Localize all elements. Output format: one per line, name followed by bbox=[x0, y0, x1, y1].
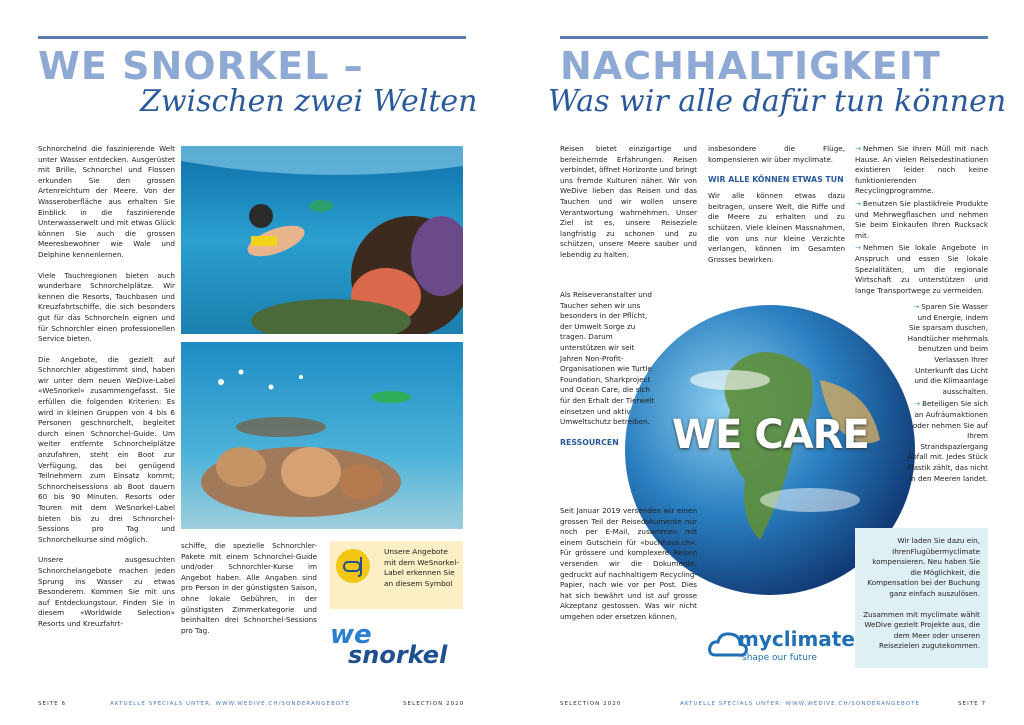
arrow-icon: → bbox=[855, 144, 862, 153]
wesnorkel-logo bbox=[330, 622, 470, 674]
label-box-text: Unsere Angebote mit dem WeSnorkel-Label erkennen Sie an diesem Symbol bbox=[384, 547, 459, 588]
wesnorkel-symbol-icon bbox=[336, 549, 370, 583]
arrow-icon: → bbox=[855, 243, 862, 253]
text-column-2 bbox=[181, 541, 317, 646]
logo-we: we bbox=[330, 620, 372, 650]
top-rule bbox=[560, 36, 988, 39]
footer-page-number: SEITE 6 bbox=[38, 701, 67, 707]
wesnorkel-label-box bbox=[330, 541, 463, 609]
myclimate-wordmark: myclimate bbox=[738, 627, 855, 651]
heading-ressourcen: RESSOURCEN bbox=[560, 437, 619, 447]
myclimate-info-box bbox=[855, 528, 988, 668]
paragraph: Wir alle können etwas dazu beitragen, unsere Welt, die Riffe und die Meere zu erhalten und zu schützen. Viele kleinen Massnahmen, die von uns nur kleine Verzichte verlangen, können im Gesamten Grosses bewirken: bbox=[708, 191, 845, 264]
paragraph: Wir laden Sie dazu ein, IhrenFlugübermyclimate kompensieren. Neu haben Sie die Möglichkeit, die Kompensation bei der Buchung ganz einfach auszulösen. bbox=[867, 536, 980, 598]
paragraph: Schnorchelnd die faszinierende Welt unter Wasser entdecken. Ausgerüstet mit Brille, Schnorchel und Flossen erkunden Sie den grossen Artenreichtum der Meere. Von der Wasseroberfläche aus erhalten Sie Einblick in die faszinierende Unterwasserwelt und mit etwas Glück können Sie auch die grossen Meeresbewohner wie Wale und Delphine kennenlernen. bbox=[38, 144, 175, 259]
footer-link[interactable]: AKTUELLE SPECIALS UNTER: WWW.WEDIVE.CH/SONDERANGEBOTE bbox=[110, 701, 351, 707]
heading-wir-alle: WIR ALLE KÖNNEN ETWAS TUN bbox=[708, 175, 844, 185]
paragraph: Unsere ausgesuchten Schnorchelangebote machen jeden Sprung ins Wasser zu etwas Besonderem. Kommen Sie mit uns auf Entdeckungstour. Finden Sie in diesem «Worldwide Selection» Resorts und Kreuzfahrt- bbox=[38, 555, 175, 628]
tips-list-2 bbox=[907, 302, 988, 486]
text-column-1b bbox=[560, 290, 655, 454]
text-column-1 bbox=[38, 144, 175, 640]
info-box-text bbox=[863, 536, 980, 662]
page-subtitle: Was wir alle dafür tun können bbox=[548, 84, 1007, 119]
footer-edition: SELECTION 2020 bbox=[403, 701, 465, 707]
footer-page-number: SEITE 7 bbox=[958, 701, 987, 707]
footer-link[interactable]: AKTUELLE SPECIALS UNTER: WWW.WEDIVE.CH/SONDERANGEBOTE bbox=[680, 701, 921, 707]
paragraph: Zusammen mit myclimate wählt WeDive gezielt Projekte aus, die dem Meer oder unseren Reisezielen zugutekommen. bbox=[863, 609, 980, 651]
logo-snorkel: snorkel bbox=[348, 641, 448, 669]
paragraph: Seit Januar 2019 versenden wir einen grossen Teil der Reisedokumente nur noch per E-Mail, zusammen mit einem Gutschein für «buchhaus.ch». Für grössere und komplexere Reisen versenden wir die Dokumente, gedruckt auf nachhaltigem Recycling-Papier, nach wie vor per Post. Dies hat sich bewährt und ist auf grosse Akzeptanz gestossen. Was wir nicht umgehen oder ersetzen können, bbox=[560, 506, 697, 621]
we-care-text: WE CARE bbox=[672, 412, 869, 458]
tips-list bbox=[855, 144, 988, 298]
paragraph: schiffe, die spezielle Schnorchler-Pakete mit einem Schnorchel-Guide und/oder Schnorchler-Kurse im Angebot haben. Alle Angaben sind pro Person in der günstigsten Saison, ohne lokale Gebühren, in der günstigsten Zimmerkategorie und beinhalten drei Schnorchel-Sessions pro Tag. bbox=[181, 541, 317, 635]
right-page bbox=[512, 0, 1024, 725]
list-item: → Beteiligen Sie sich an Aufräumaktionen oder nehmen Sie auf Ihrem Strandspaziergang Abfall mit. Jedes Stück Plastik zählt, das nicht in den Meeren landet. bbox=[907, 399, 988, 483]
arrow-icon: → bbox=[913, 302, 920, 311]
text-column-2 bbox=[708, 144, 845, 275]
paragraph: insbesondere die Flüge, kompensieren wir über myclimate. bbox=[708, 144, 845, 164]
text-column-1 bbox=[560, 144, 697, 271]
paragraph: Reisen bietet einzigartige und bereichernde Erfahrungen. Reisen verbindet, öffnet Horizonte und bringt uns fremde Kulturen näher. Wir von WeDive lieben das Reisen und das Tauchen und wir wollen unsere Verantwortung wahrnehmen. Unser Ziel ist es, unsere Reiseziele langfristig zu schonen und zu schützen, unsere Meere sauber und lebendig zu halten. bbox=[560, 144, 697, 259]
list-item: → Benutzen Sie plastikfreie Produkte und Mehrwegflaschen und nehmen Sie beim Einkaufen Ihren Rucksack mit. bbox=[855, 198, 988, 240]
text-column-1c bbox=[560, 506, 697, 633]
arrow-icon: → bbox=[855, 198, 862, 208]
list-item: → Sparen Sie Wasser und Energie, indem Sie sparsam duschen, Handtücher mehrmals benutzen und beim Verlassen Ihrer Unterkunft das Licht und die Klimaanlage ausschalten. bbox=[907, 302, 988, 396]
paragraph: Als Reiseveranstalter und Taucher sehen wir uns besonders in der Pflicht, der Umwelt Sorge zu tragen. Darum unterstützen wir seit Jahren Non-Profit-Organisationen wie Turtle Foundation, Sharkproject und Ocean Care, die sich für den Erhalt der Tierwelt einsetzen und aktiv Umweltschutz betreiben. bbox=[560, 290, 655, 427]
myclimate-logo bbox=[708, 625, 855, 671]
paragraph: Viele Tauchregionen bieten auch wunderbare Schnorchelplätze. Wir kennen die Resorts, Tauchbasen und Kreuzfahrtschiffe, die sich besonders gut für das Schnorcheln eignen und für Schnorchler einen professionellen Service bieten. bbox=[38, 270, 175, 344]
myclimate-tagline: shape our future bbox=[742, 653, 817, 663]
page-title: NACHHALTIGKEIT bbox=[560, 44, 941, 88]
footer-edition: SELECTION 2020 bbox=[560, 701, 622, 707]
arrow-icon: → bbox=[914, 399, 921, 409]
snorkeler-reef-photo bbox=[181, 146, 463, 334]
reef-fish-photo bbox=[181, 342, 463, 529]
top-rule bbox=[38, 36, 466, 39]
list-item: → Nehmen Sie lokale Angebote in Anspruch und essen Sie lokale Spezialitäten, um die regionale Wirtschaft zu unterstützen und lange Transportwege zu vermeiden. bbox=[855, 243, 988, 295]
list-item: → Nehmen Sie Ihren Müll mit nach Hause. An vielen Reisedestinationen existieren leider noch keine funktionierenden Recyclingprogramme. bbox=[855, 144, 988, 196]
page-title: WE SNORKEL – bbox=[38, 44, 364, 88]
page-subtitle: Zwischen zwei Welten bbox=[140, 84, 478, 119]
paragraph: Die Angebote, die gezielt auf Schnorchler abgestimmt sind, haben wir unter dem neuen WeDive-Label «WeSnorkel» zusammengefasst. Sie erfüllen die folgenden Kriterien: Es wird in kleinen Gruppen von 4 bis 6 Personen geschnorchelt, begleitet durch einen Schnorchel-Guide. Um weiter entfernte Schnorchelplätze anzufahren, steht ein Boot zur Verfügung, das bei genügend Teilnehmern zum Einsatz kommt; Schnorchelsessions ab Boot dauern 60 bis 90 Minuten. Resorts oder Touren mit dem WeSnorkel-Label bieten bis zu drei Schnorchel-Sessions pro Tag und Schnorchelkurse sind möglich. bbox=[38, 354, 175, 544]
